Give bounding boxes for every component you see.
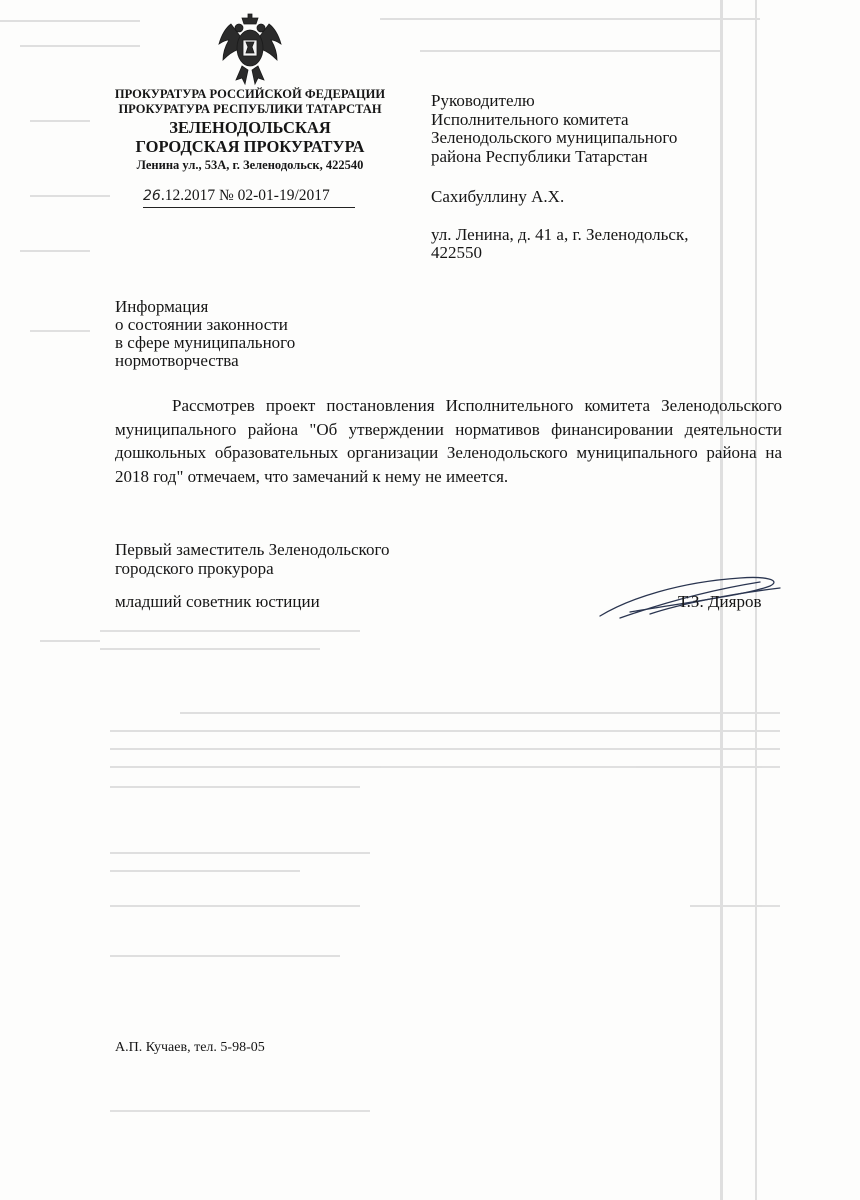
org-line-4: ГОРОДСКАЯ ПРОКУРАТУРА <box>135 137 365 156</box>
reg-underline <box>143 207 355 208</box>
addressee-line-2: Исполнительного комитета <box>431 109 629 129</box>
coat-of-arms-emblem <box>215 8 285 88</box>
signatory-title <box>115 540 475 578</box>
addressee-line-1: Руководителю <box>431 91 535 110</box>
org-line-3: ЗЕЛЕНОДОЛЬСКАЯ <box>169 118 331 137</box>
addressee-block <box>431 92 771 263</box>
subject-line-1: Информация <box>115 297 209 316</box>
signatory-title-line-1: Первый заместитель Зеленодольского <box>115 540 390 559</box>
subject-line-2: о состоянии законности <box>115 315 288 334</box>
org-address: Ленина ул., 53А, г. Зеленодольск, 422540 <box>136 158 364 172</box>
signatory-rank: младший советник юстиции <box>115 592 320 611</box>
registration-number <box>143 187 358 205</box>
org-line-2: ПРОКУРАТУРА РЕСПУБЛИКИ ТАТАРСТАН <box>118 102 382 116</box>
reg-date-number: .12.2017 № 02-01-19/2017 <box>160 187 330 204</box>
addressee-line-3: Зеленодольского муниципального <box>431 128 678 147</box>
body-paragraph: Рассмотрев проект постановления Исполнительного комитета Зеленодольского муниципального района "Об утверждении нормативов финансировании деятельности дошкольных образовательных организации Зеленодольского муниципального района на 2018 год" отмечаем, что замечаний к нему не имеется. <box>115 396 782 486</box>
subject-line-4: нормотворчества <box>115 351 239 370</box>
addressee-address-2: 422550 <box>431 243 482 262</box>
subject-block <box>115 298 375 370</box>
addressee-address-1: ул. Ленина, д. 41 а, г. Зеленодольск, <box>431 224 689 244</box>
organization-header <box>100 87 400 173</box>
reg-day-handwritten: 26 <box>143 188 161 204</box>
signatory-title-line-2: городского прокурора <box>115 559 274 578</box>
subject-line-3: в сфере муниципального <box>115 333 296 352</box>
addressee-name: Сахибуллину А.Х. <box>431 187 565 206</box>
signatory-name: Т.З. Дияров <box>678 592 762 611</box>
executor-contact: А.П. Кучаев, тел. 5-98-05 <box>115 1040 265 1055</box>
org-line-1: ПРОКУРАТУРА РОССИЙСКОЙ ФЕДЕРАЦИИ <box>114 87 386 101</box>
addressee-line-4: района Республики Татарстан <box>431 146 648 166</box>
